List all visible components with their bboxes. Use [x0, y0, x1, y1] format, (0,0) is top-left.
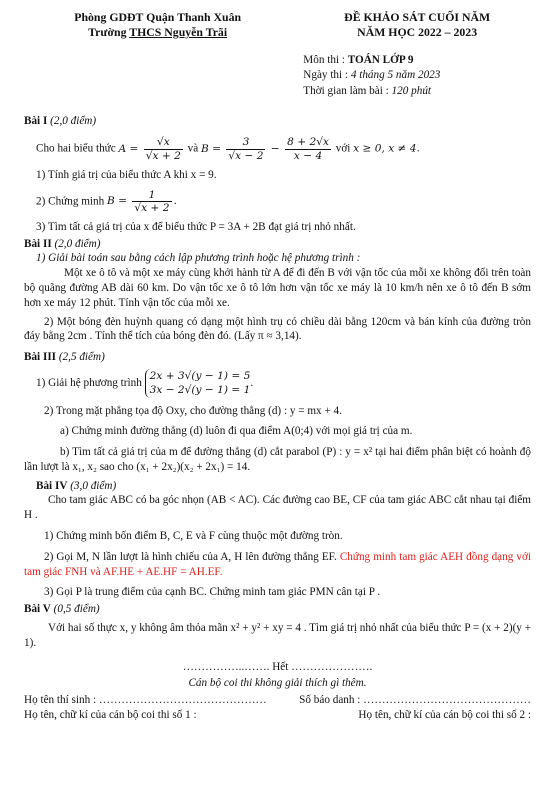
question-2-1-title: 1) Giải bài toán sau bằng cách lập phương trình hoặc hệ phương trình : [36, 252, 361, 265]
expression-b-result: B = $\frac{1}{√x + 2}$ . [107, 188, 177, 214]
question-1-2 [24, 189, 531, 214]
date-label: Ngày thi : [303, 69, 351, 82]
school-line [24, 25, 291, 40]
time-line [303, 84, 531, 100]
section-2-title: Bài II [24, 237, 52, 250]
section-4 [24, 479, 531, 600]
time-label: Thời gian làm bài : [303, 85, 392, 97]
invigilator-1-signature: Họ tên, chữ kí của cán bộ coi thi số 1 : [24, 708, 197, 721]
student-info-line [24, 693, 531, 708]
question-1-3: 3) Tìm tất cả giá trị của x để biểu thức P = 3A + 2B đạt giá trị nhỏ nhất. [36, 220, 356, 233]
date-value: 4 tháng 5 năm 2023 [350, 69, 441, 82]
question-1-1: 1) Tính giá trị của biểu thức A khi x = 9. [36, 168, 217, 181]
section-3-heading [24, 350, 531, 365]
question-3-2a: a) Chứng minh đường thẳng (d) luôn đi qua điểm A(0;4) với mọi giá trị của m. [60, 425, 413, 438]
section-5-title: Bài V [24, 603, 51, 616]
exam-header [24, 10, 531, 100]
equation-1: 2x + 3√(y − 1) = 5 [149, 369, 251, 382]
section-3 [24, 350, 531, 475]
section-5-heading [24, 602, 531, 617]
section-5 [24, 602, 531, 650]
section-1-points: (2,0 điểm) [50, 114, 97, 127]
section-1-intro [24, 136, 531, 161]
question-4-1: 1) Chứng minh bốn điểm B, C, E và F cùng thuộc một đường tròn. [44, 530, 343, 543]
question-4-3: 3) Gọi P là trung điểm của cạnh BC. Chứng minh tam giác PMN cân tại P . [44, 586, 381, 599]
question-2-1-body: Một xe ô tô và một xe máy cùng khởi hành từ A để đi đến B với vận tốc của mỗi xe không đổi trên toàn bộ quãng đường AB dài 60 km. Do vận tốc xe ô tô lớn hơn vận tốc xe máy là 10 km/h nên xe ô tô đến B sớm hơn xe máy 12 phút. Tính vận tốc của mỗi xe. [24, 267, 531, 309]
prove-label: 2) Chứng minh [36, 195, 105, 208]
date-line [303, 68, 531, 84]
question-3-2: 2) Trong mặt phẳng tọa độ Oxy, cho đường thẳng (d) : y = mx + 4. [44, 404, 342, 417]
school-name: THCS Nguyễn Trãi [129, 25, 228, 40]
student-name-field: Họ tên thí sinh : ……………………………………… [24, 694, 267, 707]
section-1-title: Bài I [24, 114, 48, 127]
subject-line [303, 53, 531, 69]
expression-b: B = $\frac{3}{√x - 2}$ − $\frac{8 + 2√x}{x - 4}$ [201, 136, 329, 162]
section-4-intro: Cho tam giác ABC có ba góc nhọn (AB < AC). Các đường cao BE, CF của tam giác ABC cắt nhau tại điểm H . [24, 494, 531, 522]
equation-system [145, 369, 251, 398]
question-2-2: 2) Một bóng đèn huỳnh quang có dạng một hình trụ có chiều dài bằng 120cm và bán kính của đường tròn đáy bằng 2cm . Tính thể tích của bóng đèn đó. (Lấy π ≈ 3,14). [24, 315, 531, 343]
system-label: 1) Giải hệ phương trình [36, 376, 142, 389]
section-1 [24, 114, 531, 235]
and-text: và [187, 143, 199, 156]
time-value: 120 phút [391, 85, 432, 97]
end-marker: ……………..……. Hết …………………. [182, 661, 373, 674]
invigilator-2-signature: Họ tên, chữ kí của cán bộ coi thi số 2 : [358, 708, 531, 721]
section-4-heading [24, 479, 531, 494]
section-2 [24, 237, 531, 344]
section-2-heading [24, 237, 531, 252]
section-4-title: Bài IV [36, 479, 68, 492]
question-4-2 [24, 550, 531, 580]
subject-value: TOÁN LỚP 9 [347, 53, 414, 66]
intro-text: Cho hai biểu thức [36, 143, 116, 156]
school-prefix: Trường [88, 25, 130, 40]
section-1-heading [24, 114, 531, 129]
school-year: NĂM HỌC 2022 – 2023 [357, 25, 478, 40]
section-5-points: (0,5 điểm) [53, 603, 100, 616]
expression-a: A = $\frac{√x}{√x + 2}$ [118, 136, 181, 162]
equation-2: 3x − 2√(y − 1) = 1 [149, 384, 251, 397]
condition-label: với [335, 143, 351, 156]
candidate-number-field: Số báo danh : ……………………………………… [299, 694, 531, 707]
section-3-title: Bài III [24, 351, 57, 364]
question-3-2b: b) Tìm tất cả giá trị của m để đường thẳng (d) cắt parabol (P) : y = x² tại hai điểm phân biệt có hoành độ lần lượt là x₁, x₂ sao cho (x₁ + 2x₂)(x₂ + 2x₁) = 14. [24, 446, 531, 473]
section-4-points: (3,0 điểm) [70, 479, 117, 492]
exam-title: ĐỀ KHẢO SÁT CUỐI NĂM [344, 10, 491, 24]
condition-expression: x ≥ 0, x ≠ 4. [353, 143, 420, 156]
subject-label: Môn thi : [303, 53, 348, 66]
section-2-points: (2,0 điểm) [54, 237, 101, 250]
section-3-points: (2,5 điểm) [58, 351, 105, 364]
question-4-2-part-b: Chứng minh tam giác AEH đồng dạng với tam giác FNH và AF.HE + AE.HF = AH.EF. [24, 550, 531, 578]
issuer-block [24, 10, 291, 100]
department-name: Phòng GDĐT Quận Thanh Xuân [74, 10, 242, 24]
question-5: Với hai số thực x, y không âm thỏa mãn x² + y² + xy = 4 . Tìm giá trị nhỏ nhất của biểu thức P = (x + 2)(y + 1). [24, 621, 532, 649]
invigilator-note: Cán bộ coi thi không giải thích gì thêm. [188, 677, 367, 690]
question-4-2-part-a: 2) Gọi M, N lần lượt là hình chiếu của A, H lên đường thẳng EF. [44, 550, 340, 563]
signature-line [24, 708, 531, 723]
question-3-1: 1) Giải hệ phương trình 2x + 3√(y − 1) = 5 3x − 2√(y − 1) = 1 . [36, 369, 254, 397]
exam-meta [303, 53, 531, 100]
exam-info-block [291, 10, 531, 100]
